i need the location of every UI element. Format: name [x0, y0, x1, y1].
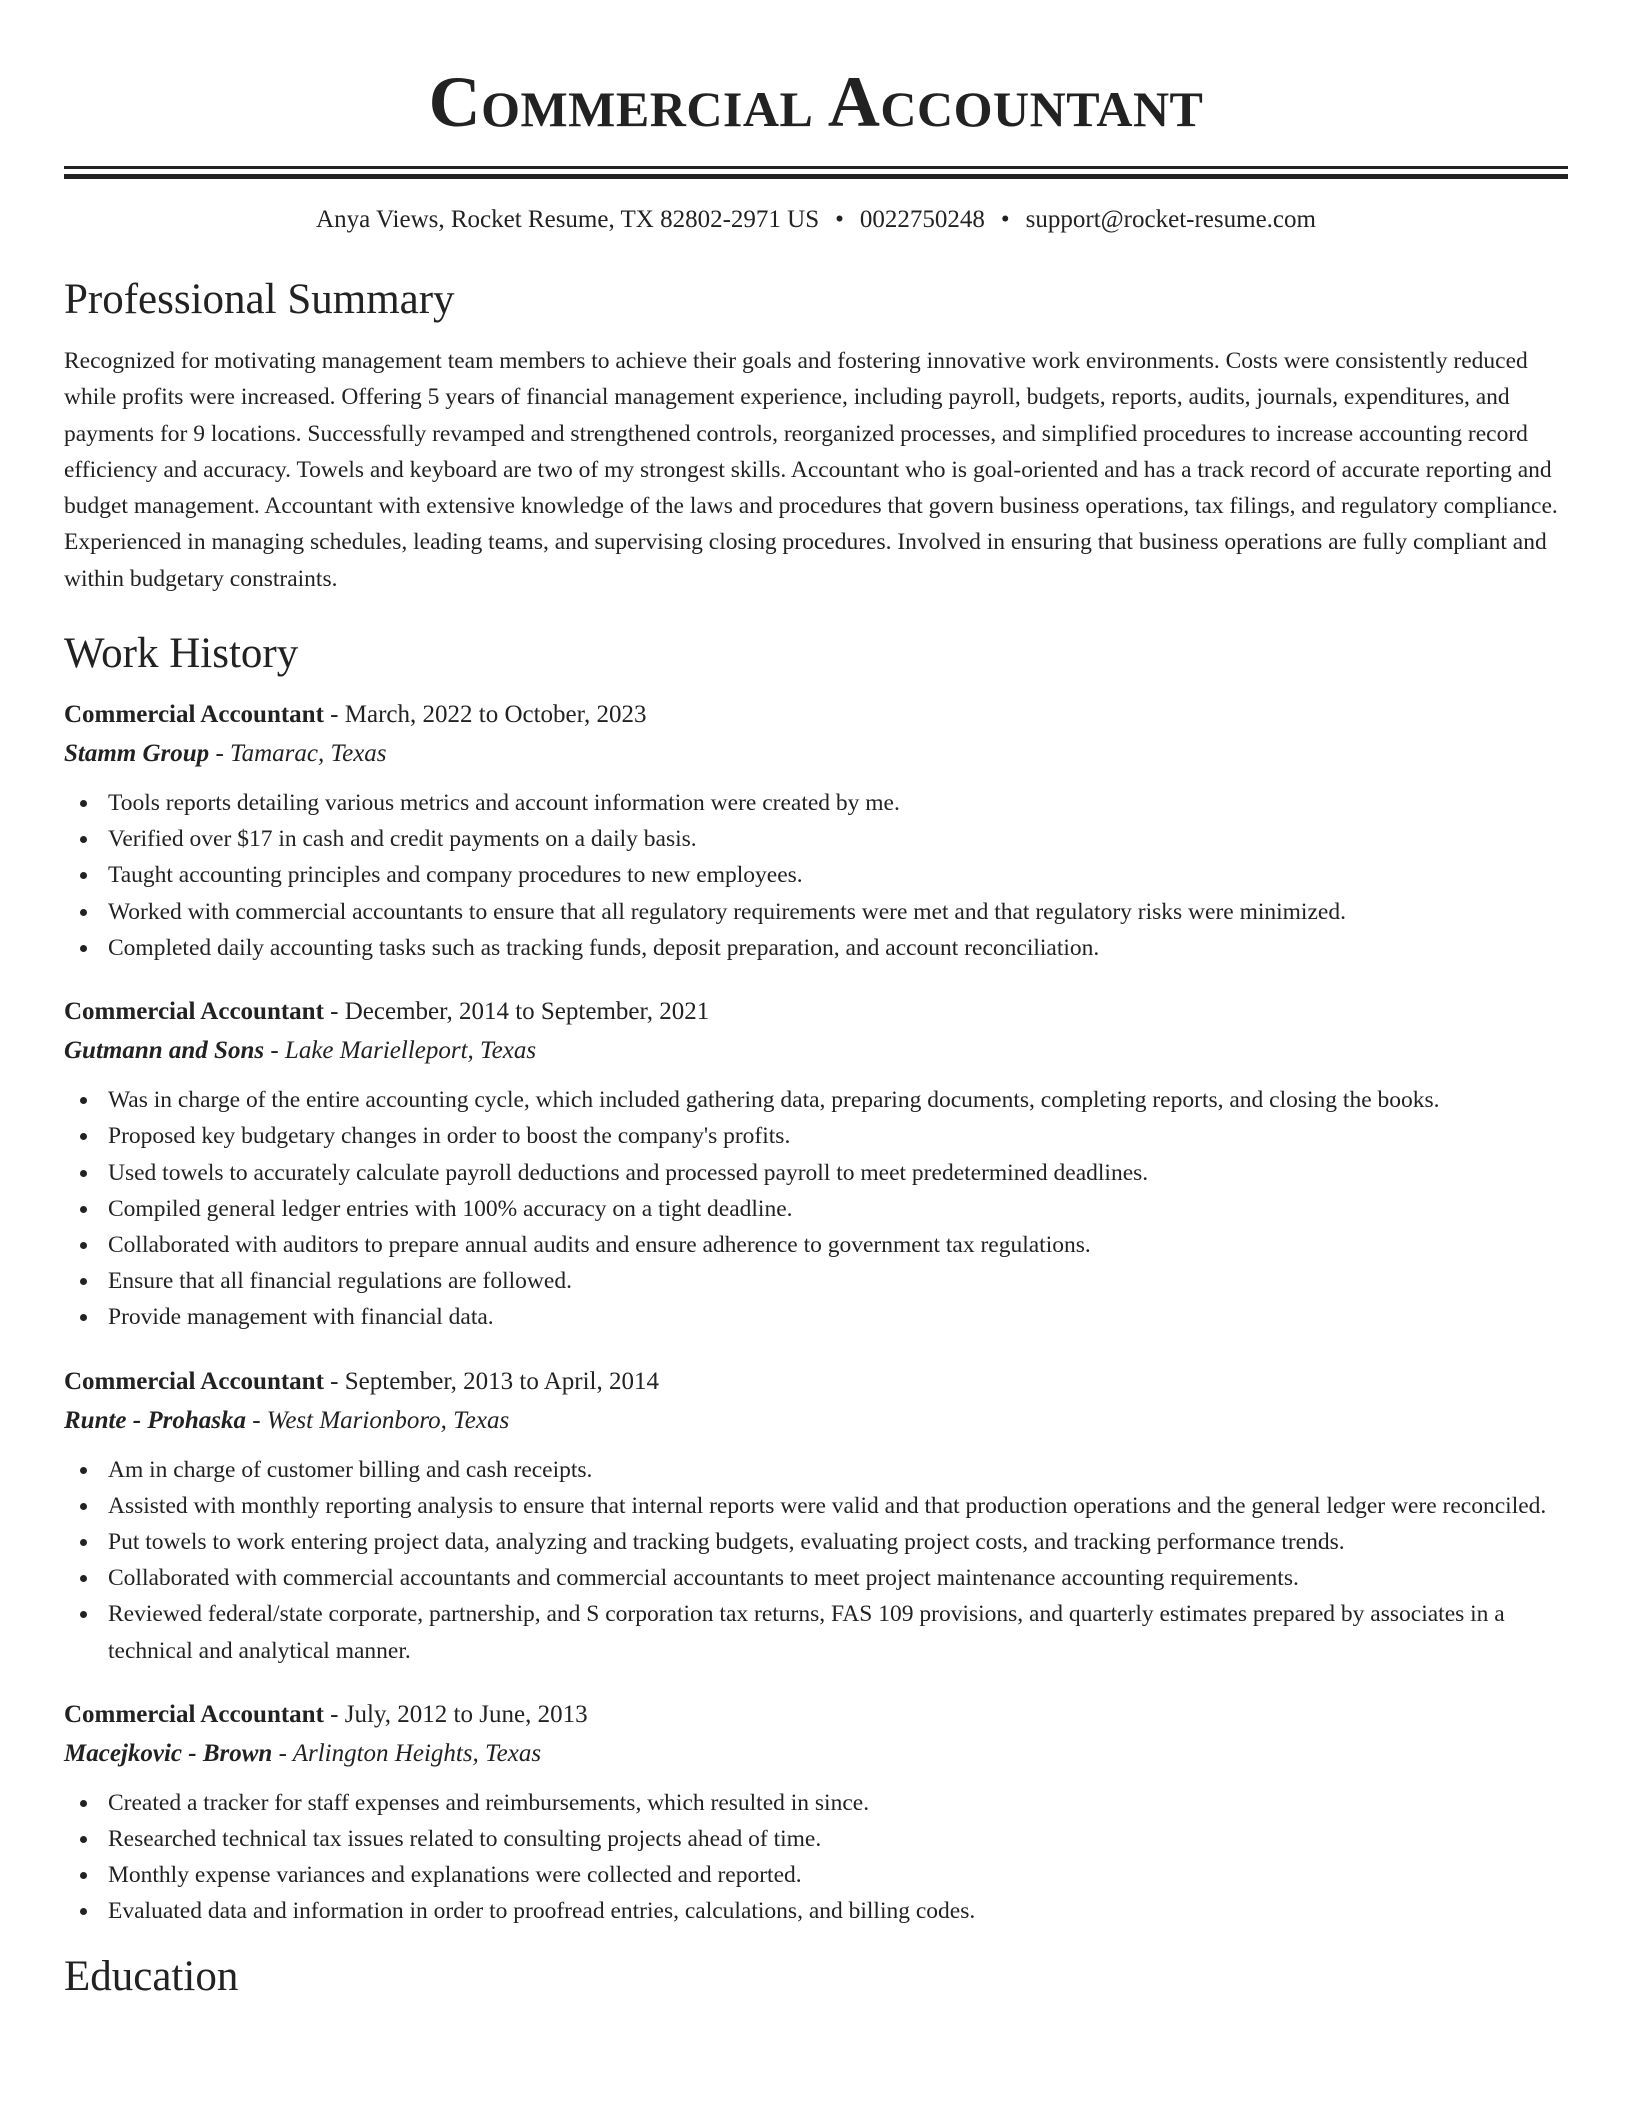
job-company-line	[64, 1734, 1568, 1773]
summary-text: Recognized for motivating management team members to achieve their goals and fostering innovative work environments. Costs were consistently reduced while profits were increased. Offering 5 years of financial management experience, including payroll, budgets, reports, audits, journals, expenditures, and payments for 9 locations. Successfully revamped and strengthened controls, reorganized processes, and simplified procedures to increase accounting record efficiency and accuracy. Towels and keyboard are two of my strongest skills. Accountant who is goal-oriented and has a track record of accurate reporting and budget management. Accountant with extensive knowledge of the laws and procedures that govern business operations, tax filings, and regulatory compliance. Experienced in managing schedules, leading teams, and supervising closing procedures. Involved in ensuring that business operations are fully compliant and within budgetary constraints.	[64, 348, 1558, 592]
job-role: Commercial Accountant	[64, 1367, 324, 1395]
contact-separator: •	[1000, 206, 1010, 233]
job-company-line	[64, 1401, 1568, 1440]
contact-line	[64, 205, 1568, 235]
job-company: Macejkovic - Brown	[64, 1739, 273, 1767]
work-history-list	[64, 695, 1568, 1929]
resume-name: Commercial Accountant	[428, 62, 1204, 142]
job-bullet-item: Created a tracker for staff expenses and reimbursements, which resulted in since.	[64, 1785, 1568, 1821]
job-title-line	[64, 695, 1568, 734]
job-entry	[64, 1695, 1568, 1930]
education-heading: Education	[64, 1952, 239, 2000]
job-bullet-item: Verified over $17 in cash and credit payments on a daily basis.	[64, 821, 1568, 857]
job-bullet-item: Tools reports detailing various metrics and account information were created by me.	[64, 785, 1568, 821]
job-bullet-item: Reviewed federal/state corporate, partnership, and S corporation tax returns, FAS 109 provisions, and quarterly estimates prepared by associates in a technical and analytical manner.	[64, 1596, 1568, 1668]
job-company-line	[64, 734, 1568, 773]
contact-phone: 0022750248	[859, 206, 985, 233]
job-bullet-item: Used towels to accurately calculate payroll deductions and processed payroll to meet predetermined deadlines.	[64, 1155, 1568, 1191]
job-location: - Arlington Heights, Texas	[272, 1739, 542, 1767]
contact-separator: •	[835, 206, 844, 233]
job-bullet-item: Collaborated with auditors to prepare annual audits and ensure adherence to government tax regulations.	[64, 1227, 1568, 1263]
job-bullet-list	[64, 1082, 1568, 1335]
job-bullet-item: Proposed key budgetary changes in order to boost the company's profits.	[64, 1118, 1568, 1154]
job-title-line	[64, 1695, 1568, 1734]
job-dates: - December, 2014 to September, 2021	[323, 998, 710, 1026]
summary-heading: Professional Summary	[64, 276, 455, 323]
header-divider-thick	[64, 174, 1568, 179]
job-bullet-item: Monthly expense variances and explanations were collected and reported.	[64, 1857, 1568, 1893]
job-title-line	[64, 1362, 1568, 1401]
job-bullet-list	[64, 1452, 1568, 1669]
job-location: - West Marionboro, Texas	[245, 1406, 510, 1434]
job-bullet-item: Evaluated data and information in order to proofread entries, calculations, and billing codes.	[64, 1893, 1568, 1929]
job-entry	[64, 1362, 1568, 1669]
job-location: - Lake Marielleport, Texas	[264, 1037, 537, 1065]
contact-address: Anya Views, Rocket Resume, TX 82802-2971 US	[316, 206, 820, 233]
job-role: Commercial Accountant	[64, 998, 324, 1026]
job-bullet-list	[64, 785, 1568, 966]
job-bullet-item: Completed daily accounting tasks such as tracking funds, deposit preparation, and account reconciliation.	[64, 930, 1568, 966]
job-bullet-item: Assisted with monthly reporting analysis to ensure that internal reports were valid and that production operations and the general ledger were reconciled.	[64, 1488, 1568, 1524]
job-bullet-item: Taught accounting principles and company procedures to new employees.	[64, 857, 1568, 893]
job-bullet-item: Collaborated with commercial accountants and commercial accountants to meet project maintenance accounting requirements.	[64, 1560, 1568, 1596]
job-dates: - March, 2022 to October, 2023	[323, 701, 647, 729]
job-bullet-item: Provide management with financial data.	[64, 1299, 1568, 1335]
header-divider-thin	[64, 166, 1568, 169]
job-bullet-item: Ensure that all financial regulations are followed.	[64, 1263, 1568, 1299]
job-title-line	[64, 992, 1568, 1031]
job-bullet-item: Researched technical tax issues related to consulting projects ahead of time.	[64, 1821, 1568, 1857]
job-entry	[64, 695, 1568, 966]
job-bullet-item: Put towels to work entering project data, analyzing and tracking budgets, evaluating project costs, and tracking performance trends.	[64, 1524, 1568, 1560]
job-bullet-item: Compiled general ledger entries with 100% accuracy on a tight deadline.	[64, 1191, 1568, 1227]
job-role: Commercial Accountant	[64, 701, 324, 729]
work-history-heading: Work History	[64, 630, 299, 678]
contact-email: support@rocket-resume.com	[1025, 206, 1316, 233]
job-entry	[64, 992, 1568, 1335]
job-bullet-item: Am in charge of customer billing and cash receipts.	[64, 1452, 1568, 1488]
job-company: Stamm Group	[64, 740, 210, 768]
job-location: - Tamarac, Texas	[209, 740, 387, 768]
job-company: Runte - Prohaska	[64, 1406, 246, 1434]
job-bullet-item: Worked with commercial accountants to ensure that all regulatory requirements were met and that regulatory risks were minimized.	[64, 894, 1568, 930]
job-company: Gutmann and Sons	[64, 1037, 265, 1065]
job-company-line	[64, 1031, 1568, 1070]
job-dates: - September, 2013 to April, 2014	[323, 1367, 659, 1395]
job-dates: - July, 2012 to June, 2013	[323, 1700, 588, 1728]
job-role: Commercial Accountant	[64, 1700, 324, 1728]
job-bullet-item: Was in charge of the entire accounting cycle, which included gathering data, preparing documents, completing reports, and closing the books.	[64, 1082, 1568, 1118]
job-bullet-list	[64, 1785, 1568, 1930]
